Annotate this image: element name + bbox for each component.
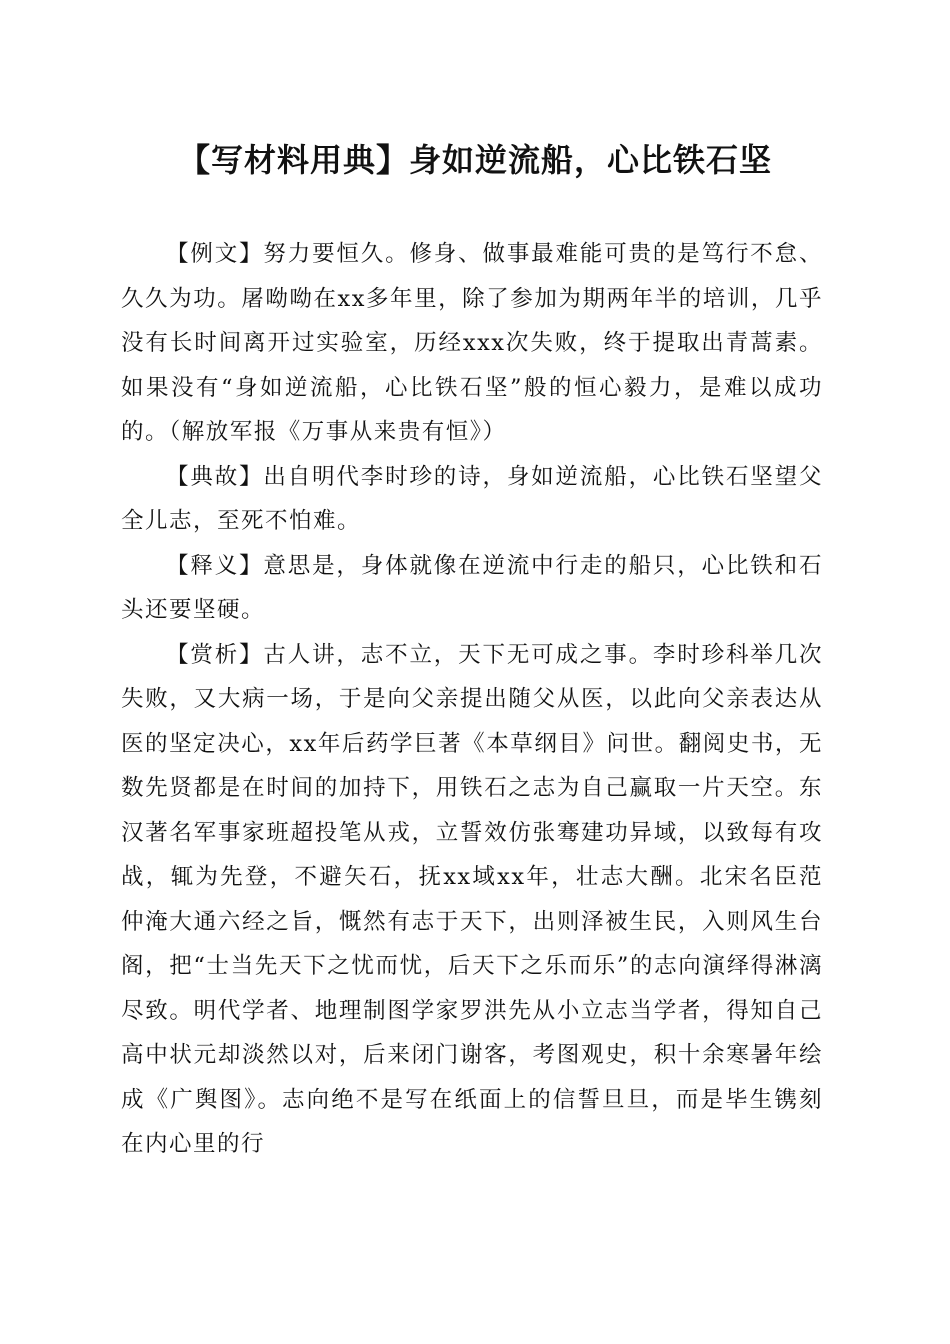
paragraph-allusion: 【典故】出自明代李时珍的诗，身如逆流船，心比铁石坚望父全儿志，至死不怕难。 [121, 463, 823, 534]
paragraph-example: 【例文】努力要恒久。修身、做事最难能可贵的是笃行不怠、久久为功。屠呦呦在xx多年里，除了参加为期两年半的培训，几乎没有长时间离开过实验室，历经xxx次失败，终于提取出青蒿素。如果没有“身如逆流船，心比铁石坚”般的恒心毅力，是难以成功的。（解放军报《万事从来贵有恒》） [121, 241, 823, 445]
document-title: 【写材料用典】身如逆流船，心比铁石坚 [177, 141, 772, 179]
paragraph-appreciation: 【赏析】古人讲，志不立，天下无可成之事。李时珍科举几次失败，又大病一场，于是向父亲提出随父从医，以此向父亲表达从医的坚定决心，xx年后药学巨著《本草纲目》问世。翻阅史书，无数先贤都是在时间的加持下，用铁石之志为自己赢取一片天空。东汉著名军事家班超投笔从戎，立誓效仿张骞建功异域，以致每有攻战，辄为先登，不避矢石，抚xx域xx年，壮志大酬。北宋名臣范仲淹大通六经之旨，慨然有志于天下，出则泽被生民，入则风生台阁，把“士当先天下之忧而忧，后天下之乐而乐”的志向演绎得淋漓尽致。明代学者、地理制图学家罗洪先从小立志当学者，得知自己高中状元却淡然以对，后来闭门谢客，考图观史，积十余寒暑年绘成《广舆图》。志向绝不是写在纸面上的信誓旦旦，而是毕生镌刻在内心里的行 [121, 641, 823, 1157]
paragraph-meaning: 【释义】意思是，身体就像在逆流中行走的船只，心比铁和石头还要坚硬。 [121, 552, 823, 623]
document-body [121, 232, 823, 1167]
